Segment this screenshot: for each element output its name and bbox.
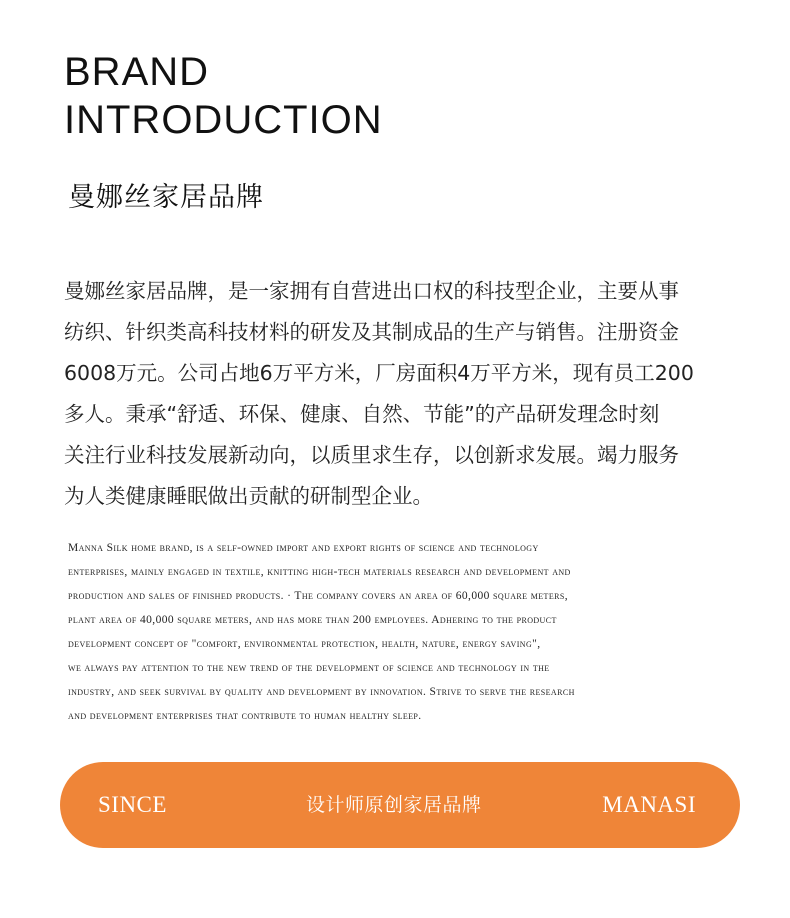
intro-en-line: plant area of 40,000 square meters, and has more than 200 employees. Adhering to the product	[68, 614, 557, 626]
intro-en-line: development concept of "comfort, environmental protection, health, nature, energy saving",	[68, 638, 541, 650]
banner-since-text: SINCE	[98, 792, 167, 817]
intro-chinese-paragraph	[64, 271, 744, 517]
intro-english-paragraph	[68, 536, 738, 728]
banner-brand-text: MANASI	[602, 792, 696, 817]
intro-en-line: production and sales of finished products. · The company covers an area of 60,000 square meters,	[68, 590, 568, 602]
heading-line-2: INTRODUCTION	[64, 98, 383, 142]
intro-en-line: Manna Silk home brand, is a self-owned import and export rights of science and technology	[68, 542, 539, 554]
intro-en-line: enterprises, mainly engaged in textile, knitting high-tech materials research and development and	[68, 566, 571, 578]
since-banner	[60, 762, 740, 848]
intro-zh-line: 为人类健康睡眠做出贡献的研制型企业。	[64, 484, 433, 508]
brand-name-title: 曼娜丝家居品牌	[68, 182, 264, 213]
intro-zh-line: 6008万元。公司占地6万平方米，厂房面积4万平方米，现有员工200	[64, 361, 694, 385]
intro-zh-line: 纺织、针织类高科技材料的研发及其制成品的生产与销售。注册资金	[64, 320, 679, 344]
intro-zh-line: 曼娜丝家居品牌，是一家拥有自营进出口权的科技型企业，主要从事	[64, 279, 679, 303]
heading-line-1: BRAND	[64, 50, 210, 94]
intro-zh-line: 关注行业科技发展新动向，以质里求生存，以创新求发展。竭力服务	[64, 443, 679, 467]
intro-zh-line: 多人。秉承“舒适、环保、健康、自然、节能”的产品研发理念时刻	[64, 402, 660, 426]
banner-slogan-text: 设计师原创家居品牌	[306, 794, 482, 816]
intro-en-line: we always pay attention to the new trend of the development of science and technology in the	[68, 662, 550, 674]
intro-en-line: industry, and seek survival by quality and development by innovation. Strive to serve the research	[68, 686, 575, 698]
intro-en-line: and development enterprises that contribute to human healthy sleep.	[68, 710, 422, 722]
brand-introduction-heading	[64, 48, 383, 144]
